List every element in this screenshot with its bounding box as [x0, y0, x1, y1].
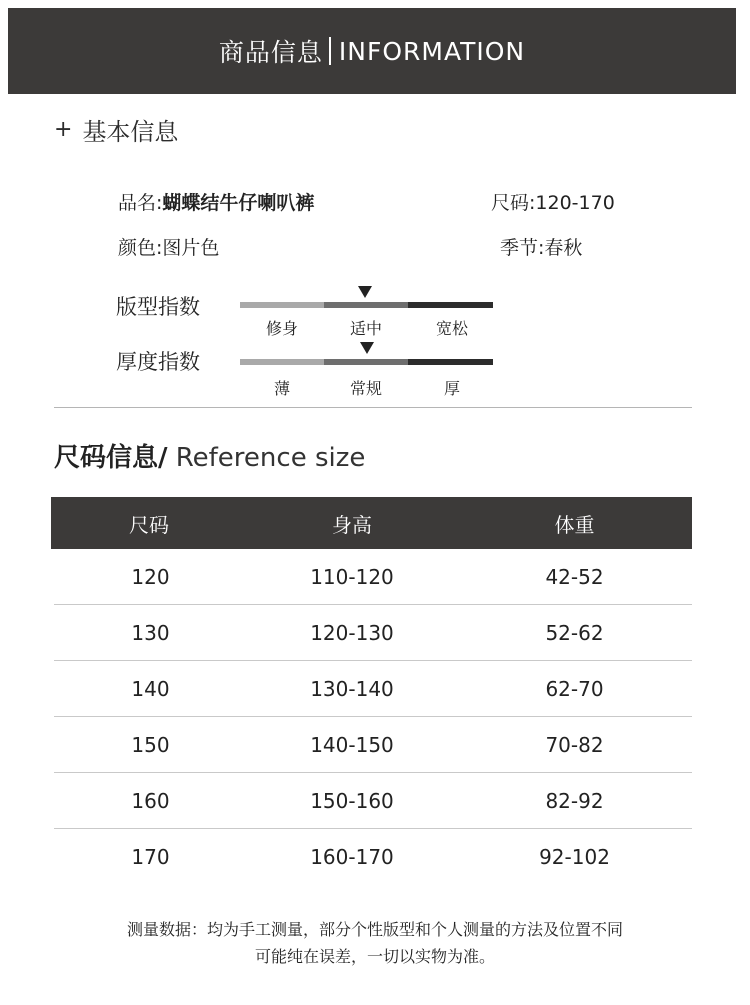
cell-height: 110-120	[310, 564, 394, 589]
measurement-note-line-1: 测量数据：均为手工测量，部分个性版型和个人测量的方法及位置不同	[126, 920, 623, 939]
thickness-scale-segment-2	[324, 359, 408, 365]
fit-option-loose: 宽松	[435, 319, 468, 338]
basic-info-heading	[54, 112, 178, 147]
cell-weight: 92-102	[539, 845, 610, 869]
plus-icon: +	[54, 117, 73, 142]
fit-option-slim: 修身	[265, 319, 298, 338]
cell-height: 120-130	[310, 620, 394, 645]
thickness-scale-segment-1	[240, 359, 324, 365]
cell-weight: 62-70	[545, 676, 604, 701]
cell-weight: 42-52	[545, 564, 604, 589]
table-row	[54, 549, 692, 605]
thickness-option-regular: 常规	[349, 379, 382, 398]
cell-height: 140-150	[310, 732, 394, 757]
fit-scale-segment-2	[324, 302, 408, 308]
cell-weight: 70-82	[545, 732, 604, 757]
color-value: 图片色	[162, 237, 220, 259]
size-heading-en: Reference size	[167, 443, 366, 473]
size-table-header	[51, 497, 692, 549]
thickness-index-scale	[240, 359, 493, 365]
fit-index-label: 版型指数	[116, 295, 200, 319]
color-row	[118, 233, 219, 260]
cell-weight: 82-92	[545, 788, 604, 813]
header-weight: 体重	[554, 512, 595, 537]
cell-height: 160-170	[310, 845, 394, 869]
size-range-value: 120-170	[535, 192, 615, 214]
thickness-selected-marker-icon	[360, 342, 374, 354]
header-title-en: INFORMATION	[338, 36, 526, 66]
cell-weight: 52-62	[545, 620, 604, 645]
table-row	[54, 661, 692, 717]
cell-size: 170	[131, 845, 170, 869]
section-divider	[54, 407, 692, 408]
cell-size: 160	[131, 788, 170, 813]
header-banner	[8, 8, 736, 94]
size-heading-zh: 尺码信息/	[54, 443, 168, 473]
table-row	[54, 829, 692, 885]
table-row	[54, 717, 692, 773]
product-name-label: 品名:	[118, 192, 163, 214]
season-value: 春秋	[544, 237, 583, 259]
thickness-index-label: 厚度指数	[116, 350, 200, 374]
cell-height: 130-140	[310, 676, 394, 701]
header-size: 尺码	[129, 512, 169, 537]
cell-size: 130	[131, 620, 170, 645]
header-title	[219, 33, 525, 69]
size-range-label: 尺码:	[491, 192, 536, 214]
thickness-option-thin: 薄	[273, 379, 290, 398]
size-range-row	[491, 188, 615, 215]
fit-option-regular: 适中	[349, 319, 382, 338]
product-name-value: 蝴蝶结牛仔喇叭裤	[162, 192, 315, 214]
cell-height: 150-160	[310, 788, 394, 813]
table-row	[54, 605, 692, 661]
thickness-option-thick: 厚	[443, 379, 460, 398]
cell-size: 150	[131, 732, 170, 757]
fit-selected-marker-icon	[358, 286, 372, 298]
fit-index-scale	[240, 302, 493, 308]
basic-info-heading-text: 基本信息	[82, 118, 179, 146]
thickness-scale-segment-3	[408, 359, 493, 365]
measurement-note-line-2: 可能纯在误差，一切以实物为准。	[254, 947, 495, 966]
product-name-row	[118, 188, 314, 215]
cell-size: 120	[131, 564, 170, 589]
size-section-heading	[54, 437, 365, 474]
header-title-zh: 商品信息	[218, 38, 323, 67]
season-row	[500, 233, 582, 260]
season-label: 季节:	[500, 237, 545, 259]
table-row	[54, 773, 692, 829]
fit-scale-segment-3	[408, 302, 493, 308]
header-height: 身高	[332, 512, 372, 537]
cell-size: 140	[131, 676, 170, 701]
color-label: 颜色:	[118, 237, 163, 259]
fit-scale-segment-1	[240, 302, 324, 308]
size-table	[51, 497, 692, 885]
header-divider	[329, 37, 331, 65]
